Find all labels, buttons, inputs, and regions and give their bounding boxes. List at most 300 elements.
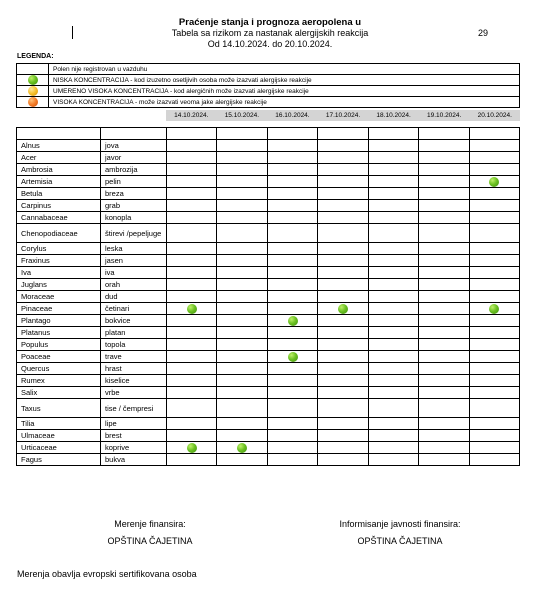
table-row [17,399,520,418]
level-cell [167,315,217,327]
latin-name-cell: Salix [17,387,101,399]
local-name-cell: dud [101,291,167,303]
footer-right-label: Informisanje javnosti finansira: [339,519,461,529]
level-cell [267,279,317,291]
yellow-dot-icon [28,86,38,96]
level-cell [318,303,368,315]
level-cell [318,339,368,351]
level-cell [318,327,368,339]
level-cell [318,291,368,303]
latin-name-cell: Chenopodiaceae [17,224,101,243]
level-cell [419,255,469,267]
level-cell [419,315,469,327]
level-cell [368,212,418,224]
green-dot-icon [489,304,499,314]
level-cell [167,327,217,339]
header-cell [101,128,167,140]
level-cell [318,176,368,188]
legend-label: LEGENDA: [17,53,54,60]
level-cell [469,224,519,243]
local-name-cell: trave [101,351,167,363]
level-cell [167,430,217,442]
level-cell [217,152,267,164]
level-cell [267,327,317,339]
local-name-cell: hrast [101,363,167,375]
table-row [17,200,520,212]
header-cell [368,128,418,140]
level-cell [318,279,368,291]
level-cell [368,327,418,339]
level-cell [368,375,418,387]
latin-name-cell: Cannabaceae [17,212,101,224]
level-cell [167,442,217,454]
legend-text: NISKA KONCENTRACIJA - kod izuzetno osetljivih osoba može izazvati alergijske reakcije [49,75,520,86]
legend-text: Polen nije registrovan u vazduhu [49,64,520,75]
local-name-cell: platan [101,327,167,339]
local-name-cell: brest [101,430,167,442]
level-cell [267,351,317,363]
level-cell [419,375,469,387]
latin-name-cell: Iva [17,267,101,279]
level-cell [368,363,418,375]
latin-name-cell: Plantago [17,315,101,327]
level-cell [217,212,267,224]
local-name-cell: koprive [101,442,167,454]
header-cell [419,128,469,140]
level-cell [217,255,267,267]
level-cell [368,418,418,430]
latin-name-cell: Tilia [17,418,101,430]
level-cell [368,243,418,255]
level-cell [318,399,368,418]
level-cell [419,351,469,363]
date-header-cell: 20.10.2024. [477,112,512,119]
level-cell [419,152,469,164]
latin-name-cell: Betula [17,188,101,200]
level-cell [267,267,317,279]
table-row [17,224,520,243]
level-cell [469,164,519,176]
local-name-cell: leska [101,243,167,255]
level-cell [419,387,469,399]
level-cell [167,188,217,200]
local-name-cell: orah [101,279,167,291]
local-name-cell: četinari [101,303,167,315]
level-cell [419,176,469,188]
level-cell [368,152,418,164]
table-row [17,291,520,303]
table-row [17,279,520,291]
level-cell [267,224,317,243]
level-cell [267,303,317,315]
level-cell [267,212,317,224]
level-cell [167,164,217,176]
local-name-cell: lipe [101,418,167,430]
level-cell [419,339,469,351]
orange-dot-icon [28,97,38,107]
latin-name-cell: Acer [17,152,101,164]
level-cell [267,255,317,267]
level-cell [469,140,519,152]
level-cell [469,327,519,339]
green-dot-icon [489,177,499,187]
legend-text: UMERENO VISOKA KONCENTRACIJA - kod alergičnih može izazvati alergijske reakcije [49,86,520,97]
level-cell [267,339,317,351]
table-row [17,303,520,315]
green-dot-icon [338,304,348,314]
level-cell [167,387,217,399]
level-cell [469,454,519,466]
level-cell [318,152,368,164]
level-cell [167,140,217,152]
level-cell [318,363,368,375]
level-cell [267,387,317,399]
level-cell [368,188,418,200]
level-cell [217,140,267,152]
table-row [17,267,520,279]
level-cell [368,399,418,418]
level-cell [368,387,418,399]
level-cell [267,375,317,387]
local-name-cell: topola [101,339,167,351]
level-cell [167,267,217,279]
level-cell [318,351,368,363]
level-cell [469,351,519,363]
green-dot-icon [288,316,298,326]
table-row [17,454,520,466]
level-cell [217,279,267,291]
level-cell [167,200,217,212]
level-cell [469,243,519,255]
level-cell [167,418,217,430]
level-cell [419,200,469,212]
date-header-cell: 15.10.2024. [224,112,260,119]
latin-name-cell: Poaceae [17,351,101,363]
latin-name-cell: Fagus [17,454,101,466]
level-cell [267,200,317,212]
level-cell [267,363,317,375]
document-header [140,17,400,50]
date-header-cell: 18.10.2024. [376,112,411,119]
level-cell [267,152,317,164]
level-cell [368,176,418,188]
level-cell [167,224,217,243]
document-title: Praćenje stanja i prognoza aeropolena u [178,17,362,28]
local-name-cell: štirevi /pepeljuge [101,224,167,243]
level-cell [419,291,469,303]
legend-row [17,75,520,86]
level-cell [318,255,368,267]
level-cell [167,176,217,188]
level-cell [167,212,217,224]
legend-row [17,97,520,108]
level-cell [469,267,519,279]
table-row [17,188,520,200]
header-cell [469,128,519,140]
level-cell [267,315,317,327]
header-cell [267,128,317,140]
level-cell [419,303,469,315]
table-row [17,176,520,188]
latin-name-cell: Alnus [17,140,101,152]
level-cell [368,267,418,279]
level-cell [419,327,469,339]
level-cell [167,375,217,387]
level-cell [217,200,267,212]
latin-name-cell: Corylus [17,243,101,255]
level-cell [217,224,267,243]
level-cell [267,164,317,176]
green-dot-icon [187,304,197,314]
level-cell [469,375,519,387]
level-cell [368,351,418,363]
level-cell [368,164,418,176]
footer-left-label: Merenje finansira: [114,519,186,529]
level-cell [368,430,418,442]
header-cell [318,128,368,140]
latin-name-cell: Artemisia [17,176,101,188]
pollen-table [16,127,520,466]
level-cell [167,303,217,315]
latin-name-cell: Juglans [17,279,101,291]
header-cell [17,128,101,140]
level-cell [167,339,217,351]
level-cell [318,418,368,430]
level-cell [318,267,368,279]
level-cell [469,291,519,303]
level-cell [217,387,267,399]
level-cell [267,418,317,430]
table-row [17,212,520,224]
local-name-cell: iva [101,267,167,279]
local-name-cell: vrbe [101,387,167,399]
latin-name-cell: Moraceae [17,291,101,303]
level-cell [419,454,469,466]
level-cell [469,442,519,454]
level-cell [469,188,519,200]
green-dot-icon [288,352,298,362]
level-cell [267,454,317,466]
level-cell [419,430,469,442]
level-cell [419,243,469,255]
local-name-cell: tise / čempresi [101,399,167,418]
latin-name-cell: Populus [17,339,101,351]
local-name-cell: bukva [101,454,167,466]
level-cell [419,188,469,200]
local-name-cell: breza [101,188,167,200]
level-cell [318,212,368,224]
footer-measurement-funding [85,516,215,550]
level-cell [318,140,368,152]
level-cell [267,176,317,188]
latin-name-cell: Taxus [17,399,101,418]
table-row [17,243,520,255]
level-cell [318,387,368,399]
level-cell [167,454,217,466]
footer-note: Merenja obavlja evropski sertifikovana osoba [17,569,197,579]
level-cell [469,339,519,351]
table-row [17,255,520,267]
table-row [17,152,520,164]
date-header-cell: 19.10.2024. [427,112,462,119]
local-name-cell: pelin [101,176,167,188]
level-cell [419,399,469,418]
level-cell [267,442,317,454]
legend-row [17,86,520,97]
level-cell [368,255,418,267]
level-cell [419,279,469,291]
latin-name-cell: Quercus [17,363,101,375]
level-cell [469,176,519,188]
level-cell [318,375,368,387]
level-cell [217,363,267,375]
latin-name-cell: Rumex [17,375,101,387]
level-cell [368,339,418,351]
table-row [17,363,520,375]
level-cell [217,327,267,339]
level-cell [267,399,317,418]
local-name-cell: javor [101,152,167,164]
level-cell [318,430,368,442]
level-cell [167,243,217,255]
table-row [17,430,520,442]
latin-name-cell: Pinaceae [17,303,101,315]
level-cell [469,315,519,327]
header-cell [217,128,267,140]
level-cell [368,315,418,327]
level-cell [267,291,317,303]
level-cell [267,188,317,200]
level-cell [368,303,418,315]
local-name-cell: grab [101,200,167,212]
date-header-row [166,110,520,121]
level-cell [167,255,217,267]
level-cell [469,152,519,164]
date-header-cell: 17.10.2024. [325,112,361,119]
latin-name-cell: Ulmaceae [17,430,101,442]
level-cell [318,224,368,243]
level-cell [217,176,267,188]
level-cell [318,315,368,327]
page-number: 29 [478,28,489,38]
document-subtitle: Tabela sa rizikom za nastanak alergijskih reakcija [171,28,369,38]
table-row [17,351,520,363]
table-header-row [17,128,520,140]
legend-table [16,63,520,108]
level-cell [469,387,519,399]
table-row [17,442,520,454]
table-row [17,315,520,327]
level-cell [469,430,519,442]
green-dot-icon [28,75,38,85]
level-cell [368,454,418,466]
green-dot-icon [237,443,247,453]
table-row [17,327,520,339]
level-cell [217,303,267,315]
level-cell [318,442,368,454]
level-cell [267,243,317,255]
level-cell [419,140,469,152]
level-cell [318,243,368,255]
level-cell [419,224,469,243]
level-cell [469,363,519,375]
level-cell [217,243,267,255]
level-cell [469,255,519,267]
level-cell [167,152,217,164]
level-cell [167,291,217,303]
footer-information-funding [320,516,480,550]
level-cell [469,200,519,212]
table-row [17,164,520,176]
table-row [17,375,520,387]
level-cell [318,164,368,176]
latin-name-cell: Carpinus [17,200,101,212]
latin-name-cell: Ambrosia [17,164,101,176]
level-cell [469,279,519,291]
table-row [17,339,520,351]
level-cell [217,188,267,200]
text-cursor [72,26,73,39]
level-cell [368,224,418,243]
level-cell [217,315,267,327]
header-cell [167,128,217,140]
table-row [17,387,520,399]
level-cell [217,164,267,176]
footer-left-value: OPŠTINA ČAJETINA [107,536,193,546]
legend-text: VISOKA KONCENTRACIJA - može izazvati veoma jake alergijske reakcije [49,97,520,108]
local-name-cell: konopla [101,212,167,224]
level-cell [419,212,469,224]
level-cell [167,279,217,291]
level-cell [217,375,267,387]
legend-row [17,64,520,75]
latin-name-cell: Platanus [17,327,101,339]
level-cell [217,351,267,363]
level-cell [217,442,267,454]
level-cell [469,303,519,315]
level-cell [469,399,519,418]
level-cell [267,430,317,442]
level-cell [419,442,469,454]
level-cell [167,363,217,375]
local-name-cell: jasen [101,255,167,267]
level-cell [469,418,519,430]
latin-name-cell: Urticaceae [17,442,101,454]
local-name-cell: kiselice [101,375,167,387]
latin-name-cell: Fraxinus [17,255,101,267]
date-header-cell: 14.10.2024. [174,112,209,119]
level-cell [267,140,317,152]
document-period: Od 14.10.2024. do 20.10.2024. [207,39,333,49]
level-cell [217,291,267,303]
level-cell [217,267,267,279]
local-name-cell: bokvice [101,315,167,327]
level-cell [368,140,418,152]
table-row [17,418,520,430]
level-cell [368,200,418,212]
level-cell [167,399,217,418]
local-name-cell: jova [101,140,167,152]
level-cell [368,442,418,454]
level-cell [217,430,267,442]
level-cell [167,351,217,363]
level-cell [419,267,469,279]
date-header-cell: 16.10.2024. [275,112,310,119]
table-row [17,140,520,152]
green-dot-icon [187,443,197,453]
footer-right-value: OPŠTINA ČAJETINA [357,536,443,546]
local-name-cell: ambrozija [101,164,167,176]
